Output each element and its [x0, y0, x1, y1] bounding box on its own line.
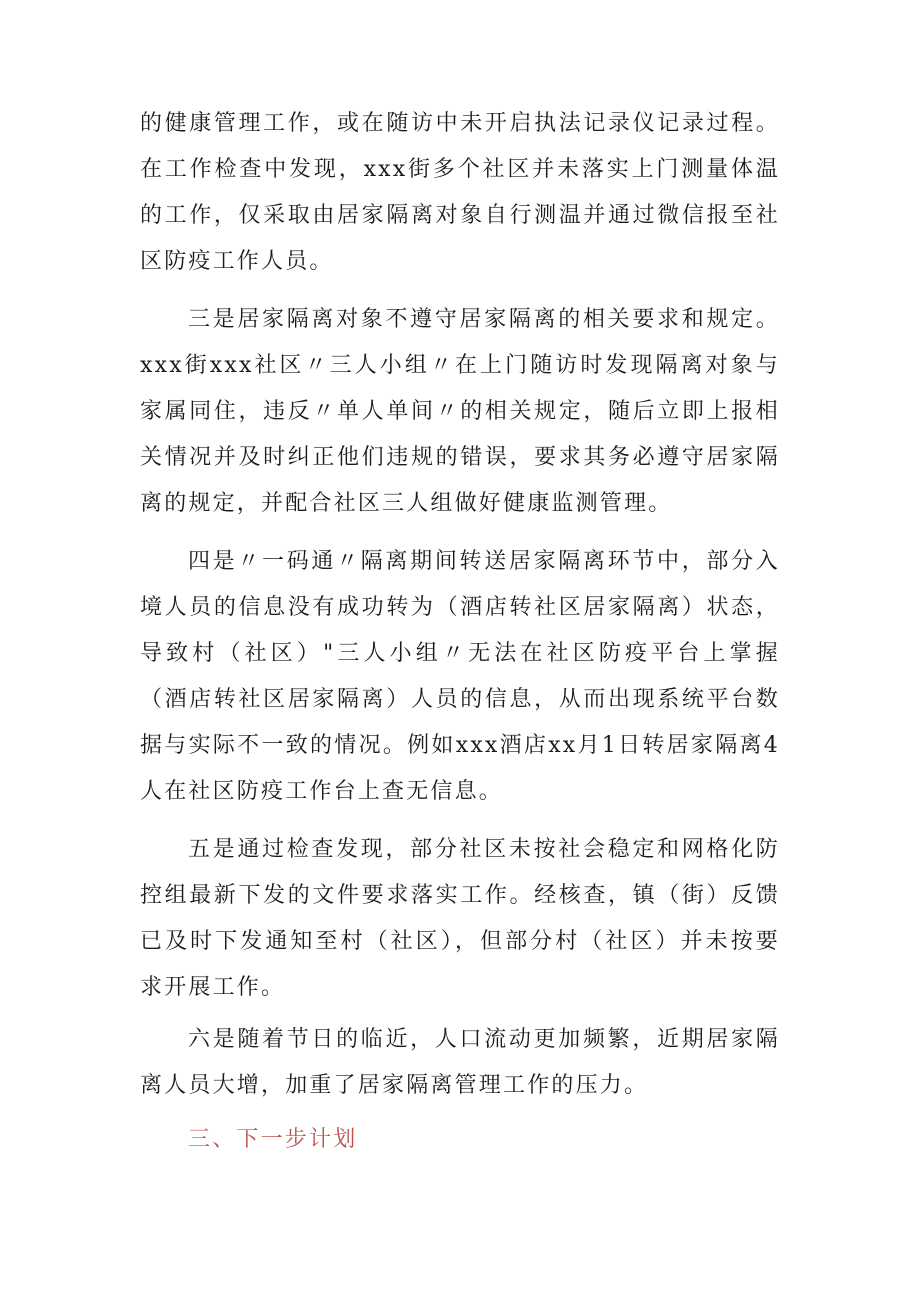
- paragraph-point-three: 三是居家隔离对象不遵守居家隔离的相关要求和规定。xxx街xxx社区〃三人小组〃在上门随访时发现隔离对象与家属同住，违反〃单人单间〃的相关规定，随后立即上报相关情况并及时纠正他们违规的错误，要求其务必遵守居家隔离的规定，并配合社区三人组做好健康监测管理。: [140, 307, 780, 516]
- paragraph-point-six: 六是随着节日的临近，人口流动更加频繁，近期居家隔离人员大增，加重了居家隔离管理工作的压力。: [140, 1027, 780, 1098]
- section-heading-next-plan: 三、下一步计划: [188, 1127, 358, 1152]
- paragraph-point-four: 四是〃一码通〃隔离期间转送居家隔离环节中，部分入境人员的信息没有成功转为（酒店转社区居家隔离）状态，导致村（社区）"三人小组〃无法在社区防疫平台上掌握（酒店转社区居家隔离）人员的信息，从而出现系统平台数据与实际不一致的情况。例如xxx酒店xx月1日转居家隔离4人在社区防疫工作台上查无信息。: [140, 549, 780, 804]
- paragraph-point-five: 五是通过检查发现，部分社区未按社会稳定和网格化防控组最新下发的文件要求落实工作。经核查，镇（街）反馈已及时下发通知至村（社区），但部分村（社区）并未按要求开展工作。: [140, 837, 780, 1000]
- paragraph-health-management: 的健康管理工作，或在随访中未开启执法记录仪记录过程。在工作检查中发现，xxx街多个社区并未落实上门测量体温的工作，仅采取由居家隔离对象自行测温并通过微信报至社区防疫工作人员。: [140, 111, 780, 274]
- document-body: [140, 101, 780, 1163]
